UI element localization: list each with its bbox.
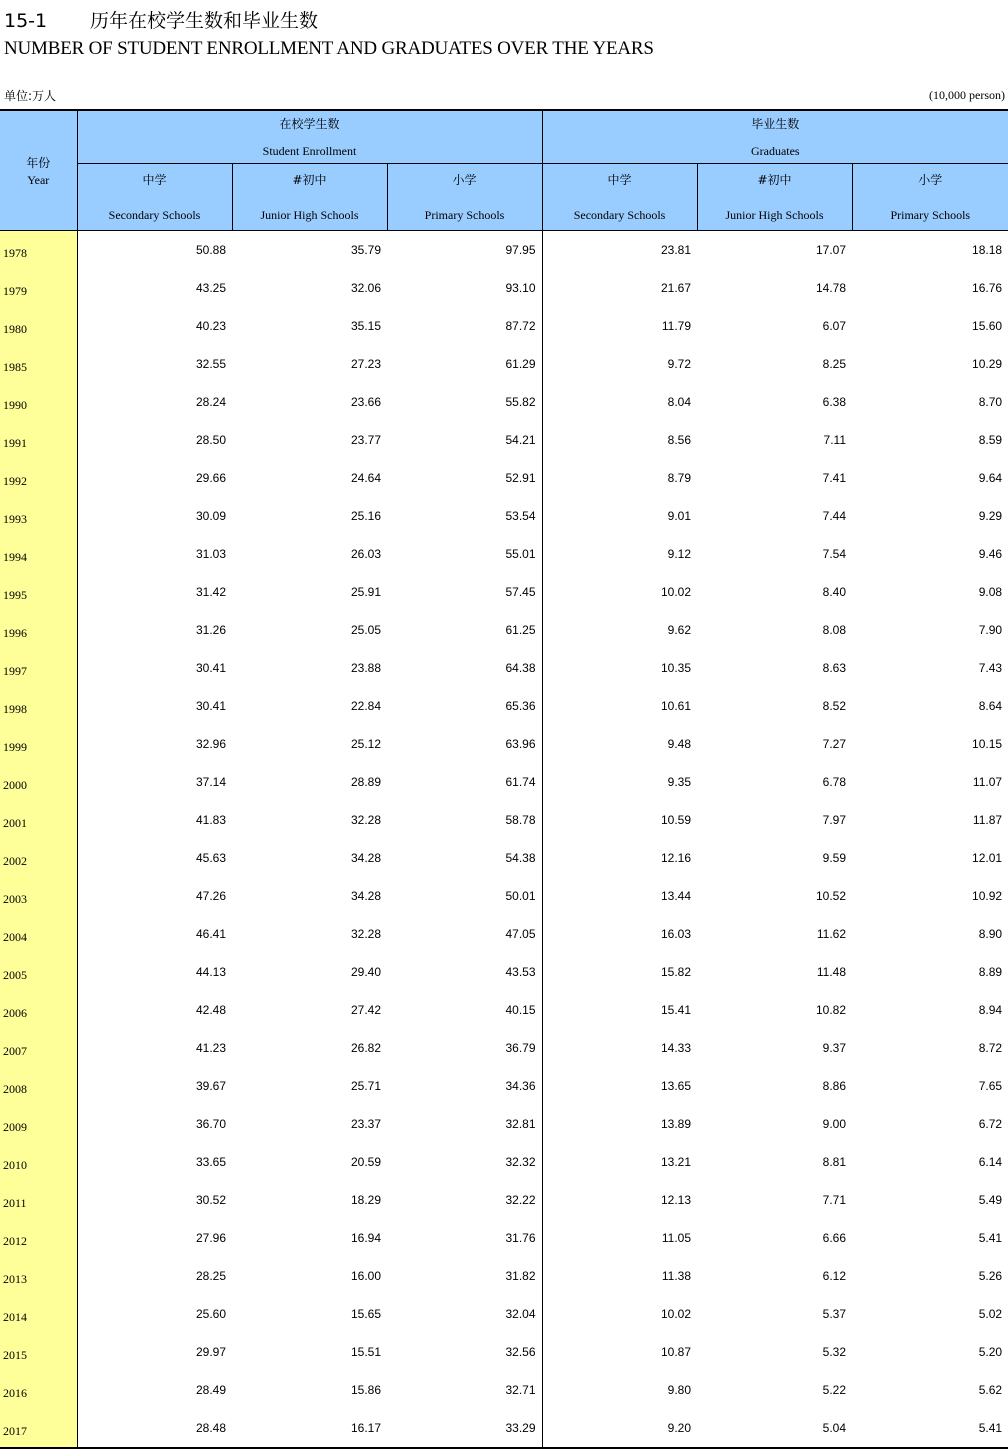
value-cell: 87.72 xyxy=(505,319,536,333)
value-cell: 5.02 xyxy=(978,1307,1003,1321)
value-cell: 23.77 xyxy=(350,433,381,447)
year-cell: 2005 xyxy=(0,953,77,991)
unit-label-en: (10,000 person) xyxy=(929,88,1005,102)
table-row xyxy=(0,991,1008,1029)
sub-header-cn: #初中 xyxy=(292,173,327,187)
value-cell: 25.91 xyxy=(350,585,381,599)
value-cell: 9.01 xyxy=(542,497,697,535)
value-cell: 31.76 xyxy=(505,1231,536,1245)
value-cell: 43.25 xyxy=(195,281,226,295)
value-cell: 33.29 xyxy=(387,1409,542,1448)
value-cell: 5.41 xyxy=(852,1409,1008,1448)
value-cell: 28.50 xyxy=(195,433,226,447)
value-cell: 15.82 xyxy=(542,953,697,991)
value-cell: 29.97 xyxy=(195,1345,226,1359)
year-cell: 2009 xyxy=(0,1105,77,1143)
value-cell: 11.79 xyxy=(542,307,697,345)
table-header xyxy=(0,110,1008,231)
table-row xyxy=(0,649,1008,687)
value-cell: 7.65 xyxy=(978,1079,1003,1093)
value-cell: 15.86 xyxy=(350,1383,381,1397)
value-cell: 6.78 xyxy=(822,775,847,789)
value-cell: 5.04 xyxy=(697,1409,852,1448)
table-body xyxy=(0,231,1008,1449)
value-cell: 44.13 xyxy=(195,965,226,979)
value-cell: 47.26 xyxy=(195,889,226,903)
value-cell: 32.55 xyxy=(195,357,226,371)
sub-column-header xyxy=(232,164,387,231)
year-cell: 2008 xyxy=(0,1067,77,1105)
table-row xyxy=(0,1029,1008,1067)
table-row xyxy=(0,459,1008,497)
value-cell: 15.60 xyxy=(972,319,1003,333)
value-cell: 93.10 xyxy=(505,281,536,295)
value-cell: 7.90 xyxy=(978,623,1003,637)
value-cell: 97.95 xyxy=(505,243,536,257)
value-cell: 53.54 xyxy=(505,509,536,523)
value-cell: 31.82 xyxy=(505,1269,536,1283)
value-cell: 55.01 xyxy=(505,547,536,561)
value-cell: 9.08 xyxy=(978,585,1003,599)
year-cell: 1998 xyxy=(0,687,77,725)
sub-header-en: Junior High Schools xyxy=(260,208,359,222)
value-cell: 11.05 xyxy=(542,1219,697,1257)
value-cell: 32.06 xyxy=(350,281,381,295)
year-cell: 1978 xyxy=(0,231,77,270)
value-cell: 16.94 xyxy=(350,1231,381,1245)
table-row xyxy=(0,1409,1008,1448)
value-cell: 21.67 xyxy=(542,269,697,307)
value-cell: 14.33 xyxy=(542,1029,697,1067)
value-cell: 50.88 xyxy=(195,243,226,257)
graduates-header-cn: 毕业生数 xyxy=(751,117,800,131)
value-cell: 8.56 xyxy=(542,421,697,459)
table-row xyxy=(0,231,1008,270)
value-cell: 6.12 xyxy=(822,1269,847,1283)
value-cell: 61.29 xyxy=(505,357,536,371)
value-cell: 11.62 xyxy=(816,927,847,941)
enrollment-group-header xyxy=(77,110,542,164)
value-cell: 8.90 xyxy=(978,927,1003,941)
value-cell: 8.63 xyxy=(822,661,847,675)
value-cell: 10.52 xyxy=(815,889,847,903)
value-cell: 11.48 xyxy=(816,965,847,979)
value-cell: 31.26 xyxy=(195,623,226,637)
value-cell: 10.02 xyxy=(542,573,697,611)
value-cell: 13.21 xyxy=(542,1143,697,1181)
value-cell: 32.56 xyxy=(505,1345,536,1359)
value-cell: 29.66 xyxy=(195,471,226,485)
value-cell: 27.42 xyxy=(350,1003,381,1017)
value-cell: 12.01 xyxy=(972,851,1003,865)
value-cell: 14.78 xyxy=(815,281,847,295)
year-cell: 1992 xyxy=(0,459,77,497)
value-cell: 6.38 xyxy=(822,395,847,409)
value-cell: 32.71 xyxy=(505,1383,536,1397)
value-cell: 64.38 xyxy=(505,661,536,675)
value-cell: 8.40 xyxy=(822,585,847,599)
value-cell: 41.23 xyxy=(195,1041,226,1055)
value-cell: 10.82 xyxy=(815,1003,847,1017)
sub-column-header xyxy=(852,164,1008,231)
table-row xyxy=(0,687,1008,725)
year-cell: 1991 xyxy=(0,421,77,459)
year-cell: 1993 xyxy=(0,497,77,535)
year-cell: 2012 xyxy=(0,1219,77,1257)
table-row xyxy=(0,1257,1008,1295)
year-cell: 1979 xyxy=(0,269,77,307)
value-cell: 5.26 xyxy=(978,1269,1003,1283)
year-cell: 1990 xyxy=(0,383,77,421)
value-cell: 52.91 xyxy=(505,471,536,485)
value-cell: 28.49 xyxy=(195,1383,226,1397)
value-cell: 10.92 xyxy=(972,889,1003,903)
value-cell: 54.21 xyxy=(505,433,536,447)
sub-header-cn: 小学 xyxy=(452,173,477,187)
value-cell: 9.46 xyxy=(978,547,1003,561)
year-cell: 2004 xyxy=(0,915,77,953)
value-cell: 8.64 xyxy=(978,699,1003,713)
value-cell: 10.02 xyxy=(542,1295,697,1333)
value-cell: 47.05 xyxy=(505,927,536,941)
value-cell: 9.35 xyxy=(542,763,697,801)
table-row xyxy=(0,1219,1008,1257)
value-cell: 8.79 xyxy=(542,459,697,497)
value-cell: 17.07 xyxy=(815,243,847,257)
value-cell: 9.37 xyxy=(822,1041,847,1055)
sub-header-cn: 中学 xyxy=(142,173,167,187)
value-cell: 29.40 xyxy=(350,965,381,979)
sub-header-en: Junior High Schools xyxy=(725,208,824,222)
year-header-cn: 年份 xyxy=(26,155,51,170)
value-cell: 40.23 xyxy=(195,319,226,333)
value-cell: 42.48 xyxy=(195,1003,226,1017)
value-cell: 12.13 xyxy=(542,1181,697,1219)
value-cell: 27.96 xyxy=(195,1231,226,1245)
value-cell: 10.87 xyxy=(542,1333,697,1371)
value-cell: 7.97 xyxy=(822,813,847,827)
value-cell: 13.89 xyxy=(542,1105,697,1143)
value-cell: 32.28 xyxy=(350,813,381,827)
sub-column-header xyxy=(387,164,542,231)
value-cell: 9.72 xyxy=(542,345,697,383)
value-cell: 9.62 xyxy=(542,611,697,649)
table-row xyxy=(0,839,1008,877)
value-cell: 32.04 xyxy=(505,1307,536,1321)
sub-header-cn: 小学 xyxy=(918,173,943,187)
value-cell: 34.28 xyxy=(350,889,381,903)
value-cell: 5.62 xyxy=(978,1383,1003,1397)
value-cell: 18.29 xyxy=(350,1193,381,1207)
year-cell: 2017 xyxy=(0,1409,77,1448)
value-cell: 8.04 xyxy=(542,383,697,421)
value-cell: 8.59 xyxy=(978,433,1003,447)
value-cell: 40.15 xyxy=(505,1003,536,1017)
value-cell: 6.07 xyxy=(822,319,847,333)
value-cell: 13.44 xyxy=(542,877,697,915)
value-cell: 32.96 xyxy=(195,737,226,751)
sub-column-header xyxy=(542,164,697,231)
year-cell: 1997 xyxy=(0,649,77,687)
value-cell: 32.28 xyxy=(350,927,381,941)
value-cell: 5.32 xyxy=(822,1345,847,1359)
table-row xyxy=(0,1295,1008,1333)
value-cell: 34.36 xyxy=(505,1079,536,1093)
data-table-container xyxy=(0,109,1008,1449)
value-cell: 30.09 xyxy=(195,509,226,523)
year-cell: 2001 xyxy=(0,801,77,839)
table-row xyxy=(0,1371,1008,1409)
value-cell: 61.25 xyxy=(505,623,536,637)
value-cell: 46.41 xyxy=(195,927,226,941)
value-cell: 5.37 xyxy=(822,1307,847,1321)
value-cell: 16.17 xyxy=(232,1409,387,1448)
value-cell: 8.81 xyxy=(822,1155,847,1169)
value-cell: 28.25 xyxy=(195,1269,226,1283)
value-cell: 8.89 xyxy=(978,965,1003,979)
table-row xyxy=(0,763,1008,801)
year-cell: 2014 xyxy=(0,1295,77,1333)
year-cell: 2000 xyxy=(0,763,77,801)
value-cell: 25.16 xyxy=(350,509,381,523)
table-row xyxy=(0,497,1008,535)
value-cell: 15.51 xyxy=(350,1345,381,1359)
value-cell: 6.66 xyxy=(822,1231,847,1245)
value-cell: 32.22 xyxy=(505,1193,536,1207)
table-row xyxy=(0,345,1008,383)
table-row xyxy=(0,269,1008,307)
value-cell: 9.00 xyxy=(822,1117,847,1131)
year-cell: 2006 xyxy=(0,991,77,1029)
table-number: 15-1 xyxy=(4,10,48,32)
table-row xyxy=(0,535,1008,573)
value-cell: 11.87 xyxy=(972,813,1003,827)
value-cell: 26.82 xyxy=(350,1041,381,1055)
value-cell: 7.11 xyxy=(823,433,847,447)
value-cell: 28.48 xyxy=(77,1409,232,1448)
table-row xyxy=(0,383,1008,421)
value-cell: 15.41 xyxy=(542,991,697,1029)
value-cell: 28.89 xyxy=(350,775,381,789)
value-cell: 15.65 xyxy=(350,1307,381,1321)
table-row xyxy=(0,573,1008,611)
year-cell: 2003 xyxy=(0,877,77,915)
data-table xyxy=(0,109,1008,1449)
value-cell: 8.08 xyxy=(822,623,847,637)
sub-column-header xyxy=(77,164,232,231)
value-cell: 7.27 xyxy=(822,737,847,751)
table-row xyxy=(0,877,1008,915)
value-cell: 10.29 xyxy=(972,357,1003,371)
value-cell: 30.52 xyxy=(195,1193,226,1207)
value-cell: 25.05 xyxy=(350,623,381,637)
year-cell: 2011 xyxy=(0,1181,77,1219)
table-row xyxy=(0,1105,1008,1143)
value-cell: 8.72 xyxy=(978,1041,1003,1055)
enrollment-header-cn: 在校学生数 xyxy=(279,117,340,131)
value-cell: 8.94 xyxy=(978,1003,1003,1017)
sub-header-cn: 中学 xyxy=(607,173,632,187)
value-cell: 30.41 xyxy=(195,699,226,713)
value-cell: 32.32 xyxy=(505,1155,536,1169)
table-row xyxy=(0,1143,1008,1181)
value-cell: 41.83 xyxy=(195,813,226,827)
value-cell: 50.01 xyxy=(505,889,536,903)
value-cell: 54.38 xyxy=(505,851,536,865)
value-cell: 35.79 xyxy=(350,243,381,257)
year-cell: 2016 xyxy=(0,1371,77,1409)
sub-header-en: Secondary Schools xyxy=(108,208,201,222)
value-cell: 11.38 xyxy=(542,1257,697,1295)
year-cell: 2010 xyxy=(0,1143,77,1181)
table-title-en: NUMBER OF STUDENT ENROLLMENT AND GRADUATES OVER THE YEARS xyxy=(4,38,654,59)
value-cell: 23.81 xyxy=(542,231,697,270)
value-cell: 13.65 xyxy=(542,1067,697,1105)
year-column-header xyxy=(0,110,77,231)
value-cell: 58.78 xyxy=(505,813,536,827)
table-row xyxy=(0,801,1008,839)
value-cell: 32.81 xyxy=(505,1117,536,1131)
value-cell: 37.14 xyxy=(195,775,226,789)
value-cell: 63.96 xyxy=(505,737,536,751)
value-cell: 30.41 xyxy=(195,661,226,675)
value-cell: 23.37 xyxy=(350,1117,381,1131)
value-cell: 25.12 xyxy=(350,737,381,751)
value-cell: 31.03 xyxy=(195,547,226,561)
value-cell: 43.53 xyxy=(505,965,536,979)
sub-header-en: Primary Schools xyxy=(890,208,971,222)
value-cell: 61.74 xyxy=(505,775,536,789)
year-cell: 2013 xyxy=(0,1257,77,1295)
value-cell: 6.14 xyxy=(978,1155,1003,1169)
year-cell: 1995 xyxy=(0,573,77,611)
value-cell: 8.86 xyxy=(822,1079,847,1093)
title-text-cn: 历年在校学生数和毕业生数 xyxy=(90,10,319,32)
value-cell: 22.84 xyxy=(350,699,381,713)
value-cell: 9.12 xyxy=(542,535,697,573)
value-cell: 39.67 xyxy=(195,1079,226,1093)
value-cell: 10.35 xyxy=(542,649,697,687)
value-cell: 18.18 xyxy=(972,243,1003,257)
value-cell: 9.64 xyxy=(978,471,1003,485)
value-cell: 35.15 xyxy=(350,319,381,333)
year-cell: 1980 xyxy=(0,307,77,345)
table-row xyxy=(0,307,1008,345)
value-cell: 7.44 xyxy=(822,509,847,523)
sub-header-cn: #初中 xyxy=(757,173,792,187)
value-cell: 33.65 xyxy=(195,1155,226,1169)
value-cell: 12.16 xyxy=(542,839,697,877)
value-cell: 10.15 xyxy=(972,737,1003,751)
value-cell: 8.70 xyxy=(978,395,1003,409)
value-cell: 16.03 xyxy=(542,915,697,953)
value-cell: 57.45 xyxy=(505,585,536,599)
year-cell: 2002 xyxy=(0,839,77,877)
value-cell: 9.29 xyxy=(978,509,1003,523)
value-cell: 23.88 xyxy=(350,661,381,675)
table-row xyxy=(0,1067,1008,1105)
table-title-cn xyxy=(4,6,318,33)
sub-header-en: Primary Schools xyxy=(424,208,505,222)
table-row xyxy=(0,1181,1008,1219)
value-cell: 10.61 xyxy=(542,687,697,725)
year-cell: 1996 xyxy=(0,611,77,649)
table-row xyxy=(0,611,1008,649)
value-cell: 7.43 xyxy=(978,661,1003,675)
value-cell: 9.20 xyxy=(542,1409,697,1448)
year-cell: 1985 xyxy=(0,345,77,383)
year-cell: 2015 xyxy=(0,1333,77,1371)
value-cell: 26.03 xyxy=(350,547,381,561)
sub-header-en: Secondary Schools xyxy=(573,208,666,222)
value-cell: 10.59 xyxy=(542,801,697,839)
year-cell: 1994 xyxy=(0,535,77,573)
value-cell: 16.76 xyxy=(972,281,1003,295)
value-cell: 25.71 xyxy=(350,1079,381,1093)
value-cell: 5.22 xyxy=(822,1383,847,1397)
value-cell: 5.49 xyxy=(978,1193,1003,1207)
sub-column-header xyxy=(697,164,852,231)
value-cell: 7.71 xyxy=(822,1193,847,1207)
value-cell: 6.72 xyxy=(978,1117,1003,1131)
year-header-en: Year xyxy=(27,172,50,187)
value-cell: 23.66 xyxy=(350,395,381,409)
value-cell: 9.80 xyxy=(542,1371,697,1409)
table-row xyxy=(0,1333,1008,1371)
graduates-group-header xyxy=(542,110,1008,164)
value-cell: 8.52 xyxy=(822,699,847,713)
value-cell: 36.79 xyxy=(505,1041,536,1055)
value-cell: 5.20 xyxy=(978,1345,1003,1359)
graduates-header-en: Graduates xyxy=(750,144,800,158)
value-cell: 7.41 xyxy=(822,471,847,485)
table-row xyxy=(0,953,1008,991)
value-cell: 11.07 xyxy=(972,775,1003,789)
value-cell: 65.36 xyxy=(505,699,536,713)
unit-label-cn: 单位:万人 xyxy=(4,89,57,103)
year-cell: 1999 xyxy=(0,725,77,763)
value-cell: 34.28 xyxy=(350,851,381,865)
value-cell: 36.70 xyxy=(195,1117,226,1131)
table-row xyxy=(0,725,1008,763)
value-cell: 25.60 xyxy=(195,1307,226,1321)
value-cell: 8.25 xyxy=(822,357,847,371)
value-cell: 31.42 xyxy=(195,585,226,599)
table-row xyxy=(0,421,1008,459)
value-cell: 27.23 xyxy=(350,357,381,371)
value-cell: 5.41 xyxy=(978,1231,1003,1245)
value-cell: 20.59 xyxy=(350,1155,381,1169)
value-cell: 28.24 xyxy=(195,395,226,409)
value-cell: 16.00 xyxy=(350,1269,381,1283)
value-cell: 45.63 xyxy=(195,851,226,865)
value-cell: 55.82 xyxy=(505,395,536,409)
value-cell: 24.64 xyxy=(350,471,381,485)
table-row xyxy=(0,915,1008,953)
enrollment-header-en: Student Enrollment xyxy=(262,144,357,158)
year-cell: 2007 xyxy=(0,1029,77,1067)
value-cell: 9.48 xyxy=(542,725,697,763)
value-cell: 7.54 xyxy=(822,547,847,561)
value-cell: 9.59 xyxy=(822,851,847,865)
